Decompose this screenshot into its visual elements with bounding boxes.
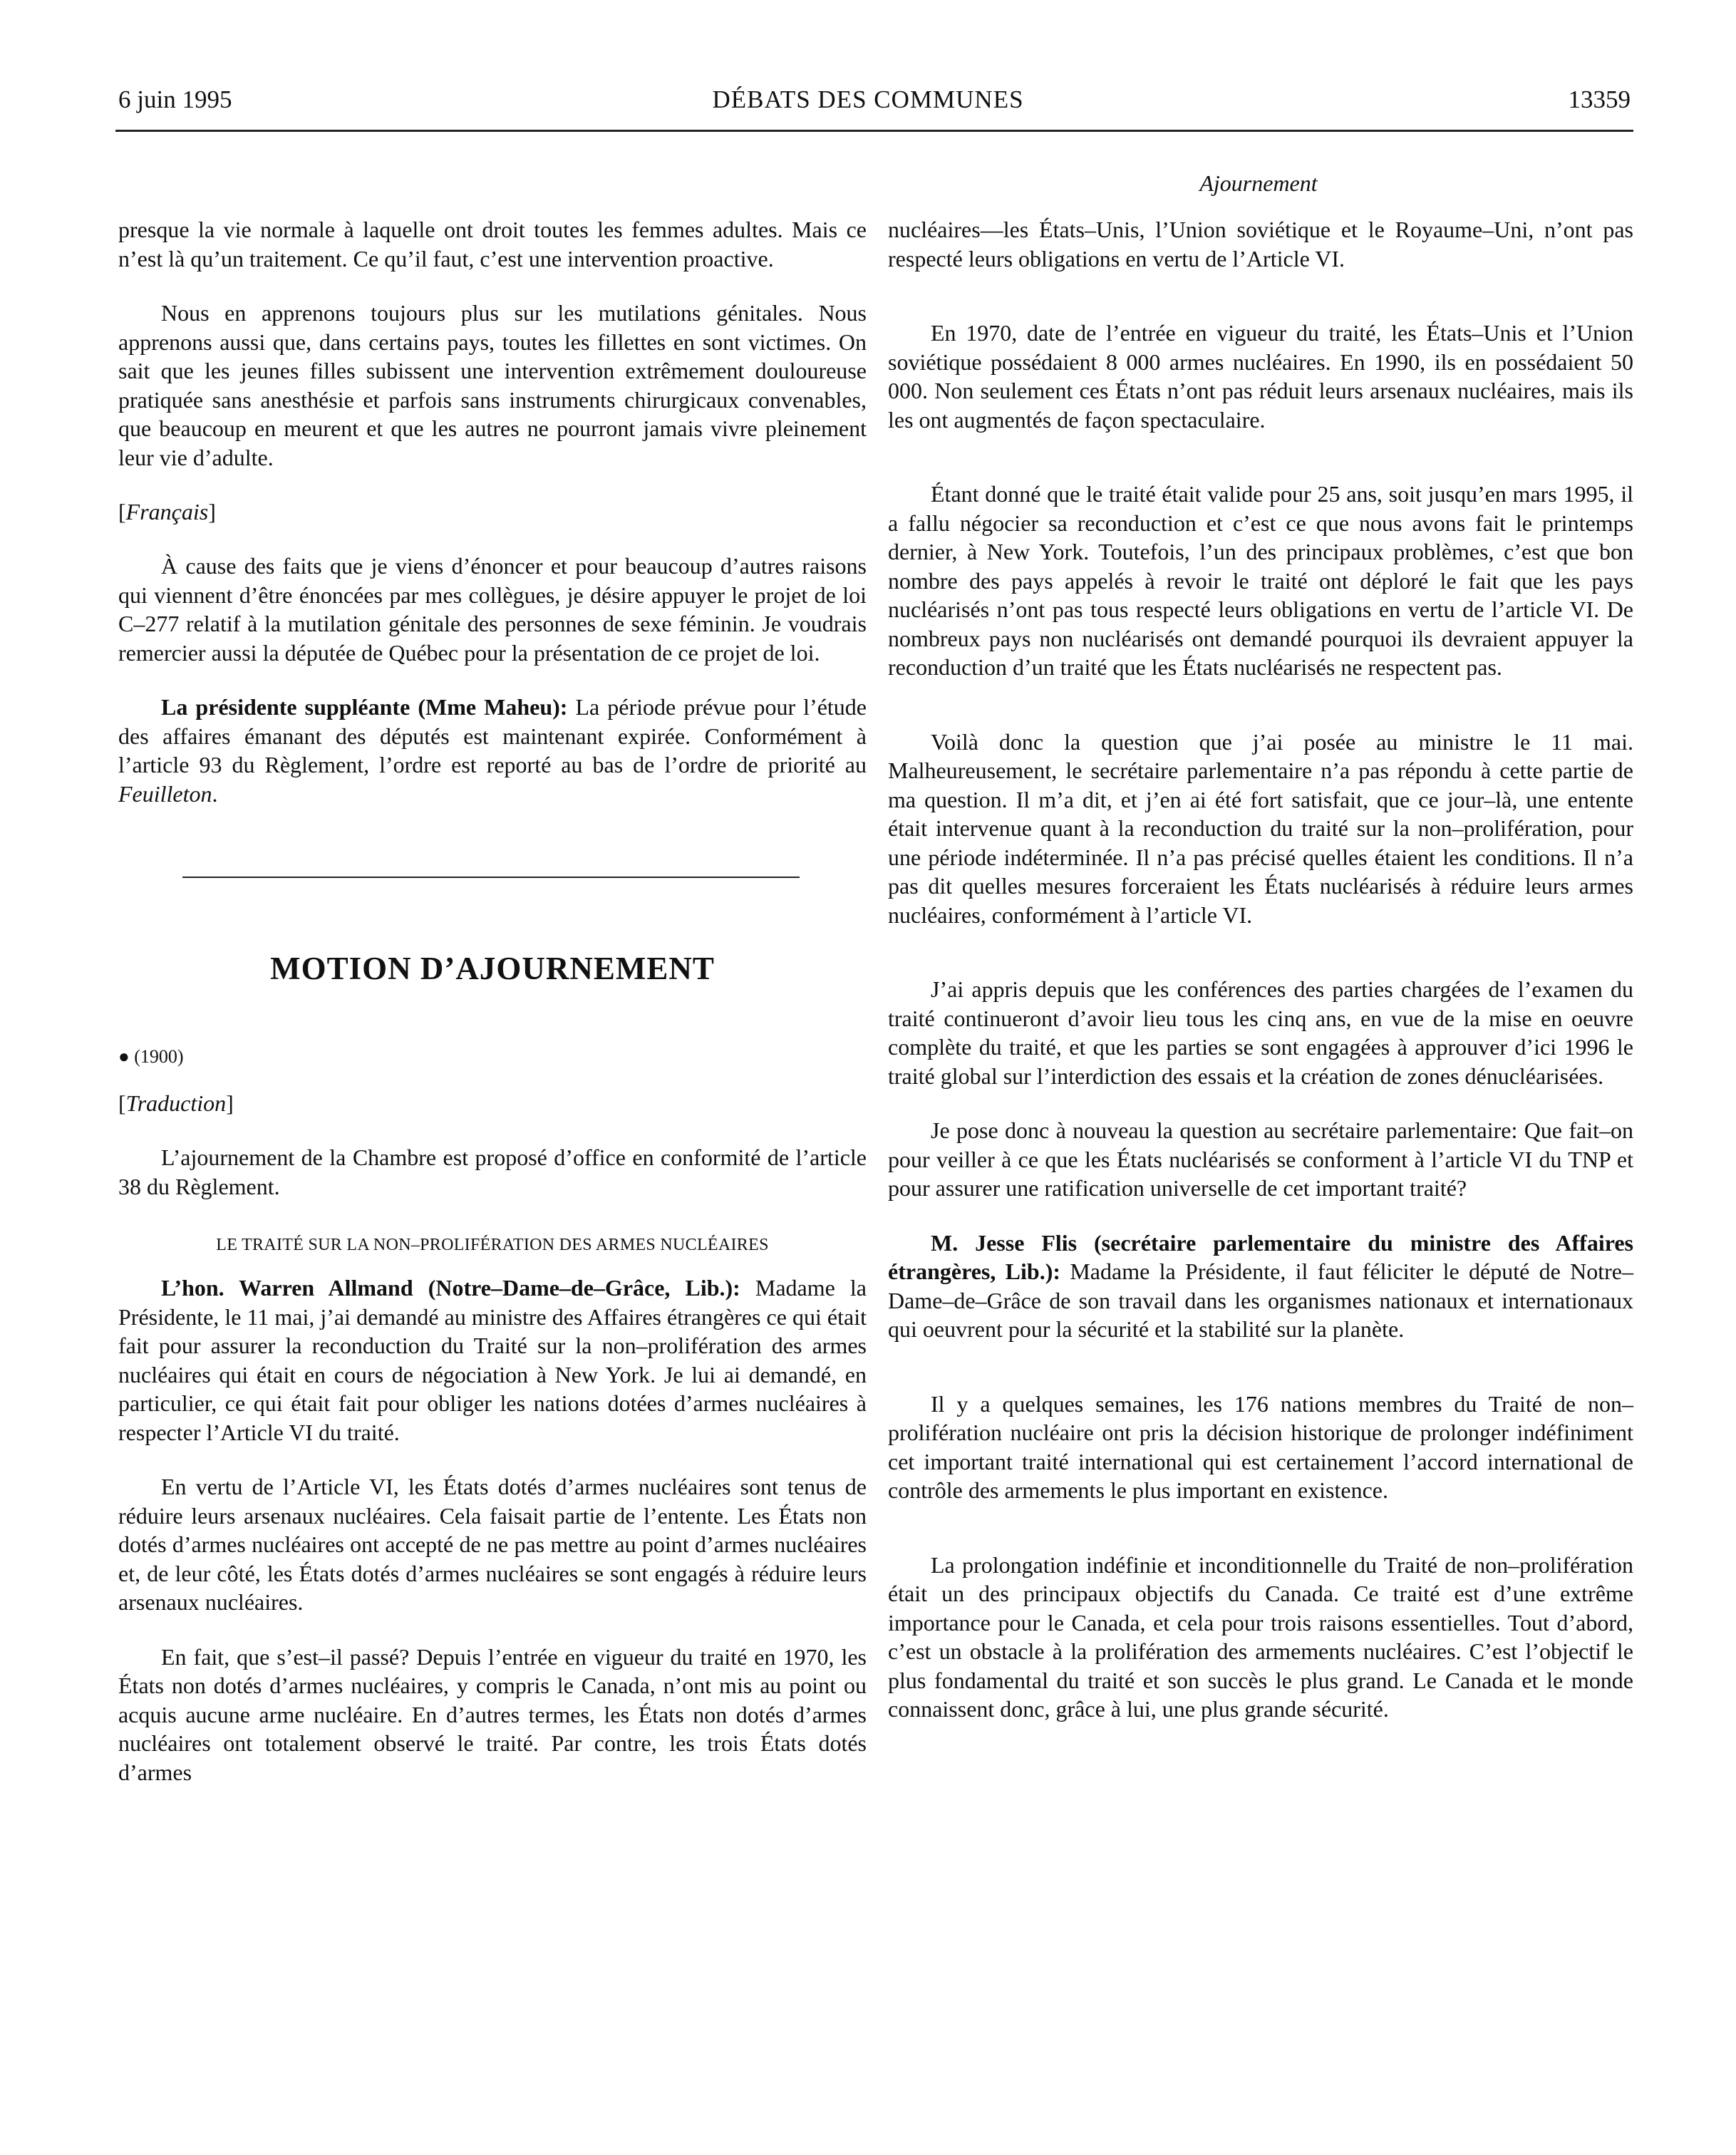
left-paragraph-1: presque la vie normale à laquelle ont droit toutes les femmes adultes. Mais ce n’est là qu’un traitement. Ce qu’il faut, c’est une intervention proactive. [118,217,867,272]
section-divider [182,877,800,878]
left-paragraph-4: La présidente suppléante (Mme Maheu): La période prévue pour l’étude des affaires émanant des députés est maintenant expirée. Conformément à l’article 93 du Règlement, l’ordre est reporté au bas de l’ordre de priorité au Feuilleton. [118,694,867,807]
right-column [888,215,1633,1724]
translation-tag-text: Traduction [125,1090,227,1116]
right-paragraph-9: La prolongation indéfinie et inconditionnelle du Traité de non–prolifération était un des principaux objectifs du Canada. Ce traité est d’une extrême importance pour le Canada, et cela pour trois raisons essentielles. Tout d’abord, c’est un obstacle à la prolifération des armements nucléaires. C’est l’objectif le plus fondamental du traité et son succès le plus grand. Le Canada et le monde connaissent donc, grâce à lui, une plus grande sécurité. [888,1551,1633,1722]
right-paragraph-4: Voilà donc la question que j’ai posée au ministre le 11 mai. Malheureusement, le secrétaire parlementaire n’a pas répondu à cette partie de ma question. Il m’a dit, et j’en ai été fort satisfait, que ce jour–là, une entente était intervenue quant à la reconduction du traité sur la non–prolifération, pour une période indéterminée. Il n’a pas précisé quelles étaient les conditions. Il n’a pas dit quelles mesures forceraient les États nucléarisés à réduire leurs armes nucléaires, conformément à l’article VI. [888,728,1633,928]
left-paragraph-5: L’ajournement de la Chambre est proposé d’office en conformité de l’article 38 du Règlement. [118,1144,867,1199]
section-label: Ajournement [1199,170,1318,196]
left-column [118,215,867,1787]
header-rule [115,130,1633,132]
left-paragraph-7: En vertu de l’Article VI, les États dotés d’armes nucléaires sont tenus de réduire leurs arsenaux nucléaires. Cela faisait partie de l’entente. Les États non dotés d’armes nucléaires ont accepté de ne pas mettre au point d’armes nucléaires et, de leur côté, les États dotés d’armes nucléaires se sont engagés à réduire leurs arsenaux nucléaires. [118,1474,867,1615]
left-paragraph-2: Nous en apprenons toujours plus sur les mutilations génitales. Nous apprenons aussi que, dans certains pays, toutes les fillettes en sont victimes. On sait que les jeunes filles subissent une intervention extrêmement douloureuse pratiquée sans anesthésie et parfois sans instruments chirurgicaux convenables, que beaucoup en meurent et que les autres ne pourront jamais vivre pleinement leur vie d’adulte. [118,300,867,470]
right-paragraph-1: nucléaires—les États–Unis, l’Union soviétique et le Royaume–Uni, n’ont pas respecté leurs obligations en vertu de l’Article VI. [888,217,1633,272]
left-paragraph-6: L’hon. Warren Allmand (Notre–Dame–de–Grâce, Lib.): Madame la Présidente, le 11 mai, j’ai demandé au ministre des Affaires étrangères ce qui était fait pour assurer la reconduction du Traité sur la non–prolifération des armes nucléaires qui était en cours de négociation à New York. Je lui ai demandé, en particulier, ce qui était fait pour obliger les nations dotées d’armes nucléaires à respecter l’Article VI du traité. [118,1275,867,1445]
speaker-name: L’hon. Warren Allmand (Notre–Dame–de–Grâce, Lib.): [161,1275,740,1301]
left-paragraph-3: À cause des faits que je viens d’énoncer et pour beaucoup d’autres raisons qui viennent d’être énoncées par mes collègues, je désire appuyer le projet de loi C–277 relatif à la mutilation génitale des personnes de sexe féminin. Je voudrais remercier aussi la députée de Québec pour la présentation de ce projet de loi. [118,553,867,666]
right-paragraph-7: M. Jesse Flis (secrétaire parlementaire du ministre des Affaires étrangères, Lib.): Madame la Présidente, il faut féliciter le député de Notre–Dame–de–Grâce de son travail dans les organismes nationaux et internationaux qui oeuvrent pour la sécurité et la stabilité sur la planète. [888,1229,1634,1342]
header-page-number: 13359 [1568,86,1631,113]
right-paragraph-8: Il y a quelques semaines, les 176 nations membres du Traité de non–prolifération nucléaire ont pris la décision historique de prolonger indéfiniment cet important traité international qui est certainement l’accord international de contrôle des armements le plus important en existence. [888,1390,1633,1503]
language-tag-text: Français [125,499,209,524]
right-paragraph-3: Étant donné que le traité était valide pour 25 ans, soit jusqu’en mars 1995, il a fallu négocier sa reconduction et c’est ce que nous avons fait le printemps dernier, à New York. Toutefois, l’un des principaux problèmes, c’est que bon nombre des pays appelés à revoir le traité ont déploré le fait que les pays nucléarisés n’ont pas tous respecté leurs obligations en vertu de l’article VI. De nombreux pays non nucléarisés ont demandé pourquoi ils devraient appuyer la reconduction d’un traité que les États nucléarisés ne respectent pas. [888,481,1633,680]
language-tag: [Français] [118,499,216,524]
header-date: 6 juin 1995 [118,86,232,113]
speaker-name: La présidente suppléante (Mme Maheu): [161,694,568,720]
translation-tag: [Traduction] [118,1090,234,1116]
time-stamp: ● (1900) [118,1046,184,1067]
header-title: DÉBATS DES COMMUNES [712,86,1024,113]
right-paragraph-6: Je pose donc à nouveau la question au secrétaire parlementaire: Que fait–on pour veiller à ce que les États nucléarisés se conforment à l’article VI du TNP et pour assurer une ratification universelle de cet important traité? [888,1117,1633,1201]
motion-title: MOTION D’AJOURNEMENT [270,951,715,986]
right-paragraph-2: En 1970, date de l’entrée en vigueur du traité, les États–Unis et l’Union soviétique possédaient 8 000 armes nucléaires. En 1990, ils en possédaient 50 000. Non seulement ces États n’ont pas réduit leurs arsenaux nucléaires, mais ils les ont augmentés de façon spectaculaire. [888,320,1633,433]
subheading: LE TRAITÉ SUR LA NON–PROLIFÉRATION DES ARMES NUCLÉAIRES [216,1236,769,1254]
speaker-name: M. Jesse Flis (secrétaire parlementaire du ministre des Affaires étrangères, Lib.): [888,1229,1633,1284]
left-paragraph-8: En fait, que s’est–il passé? Depuis l’entrée en vigueur du traité en 1970, les États non dotés d’armes nucléaires, y compris le Canada, n’ont mis au point ou acquis aucune arme nucléaire. En d’autres termes, les États non dotés d’armes nucléaires ont totalement observé le traité. Par contre, les trois États dotés d’armes [118,1643,867,1785]
right-paragraph-5: J’ai appris depuis que les conférences des parties chargées de l’examen du traité continueront d’avoir lieu tous les cinq ans, en vue de la mise en oeuvre complète du traité, et que les parties se sont engagées à approuver d’ici 1996 le traité global sur l’interdiction des essais et la création de zones dénucléarisées. [888,976,1633,1089]
